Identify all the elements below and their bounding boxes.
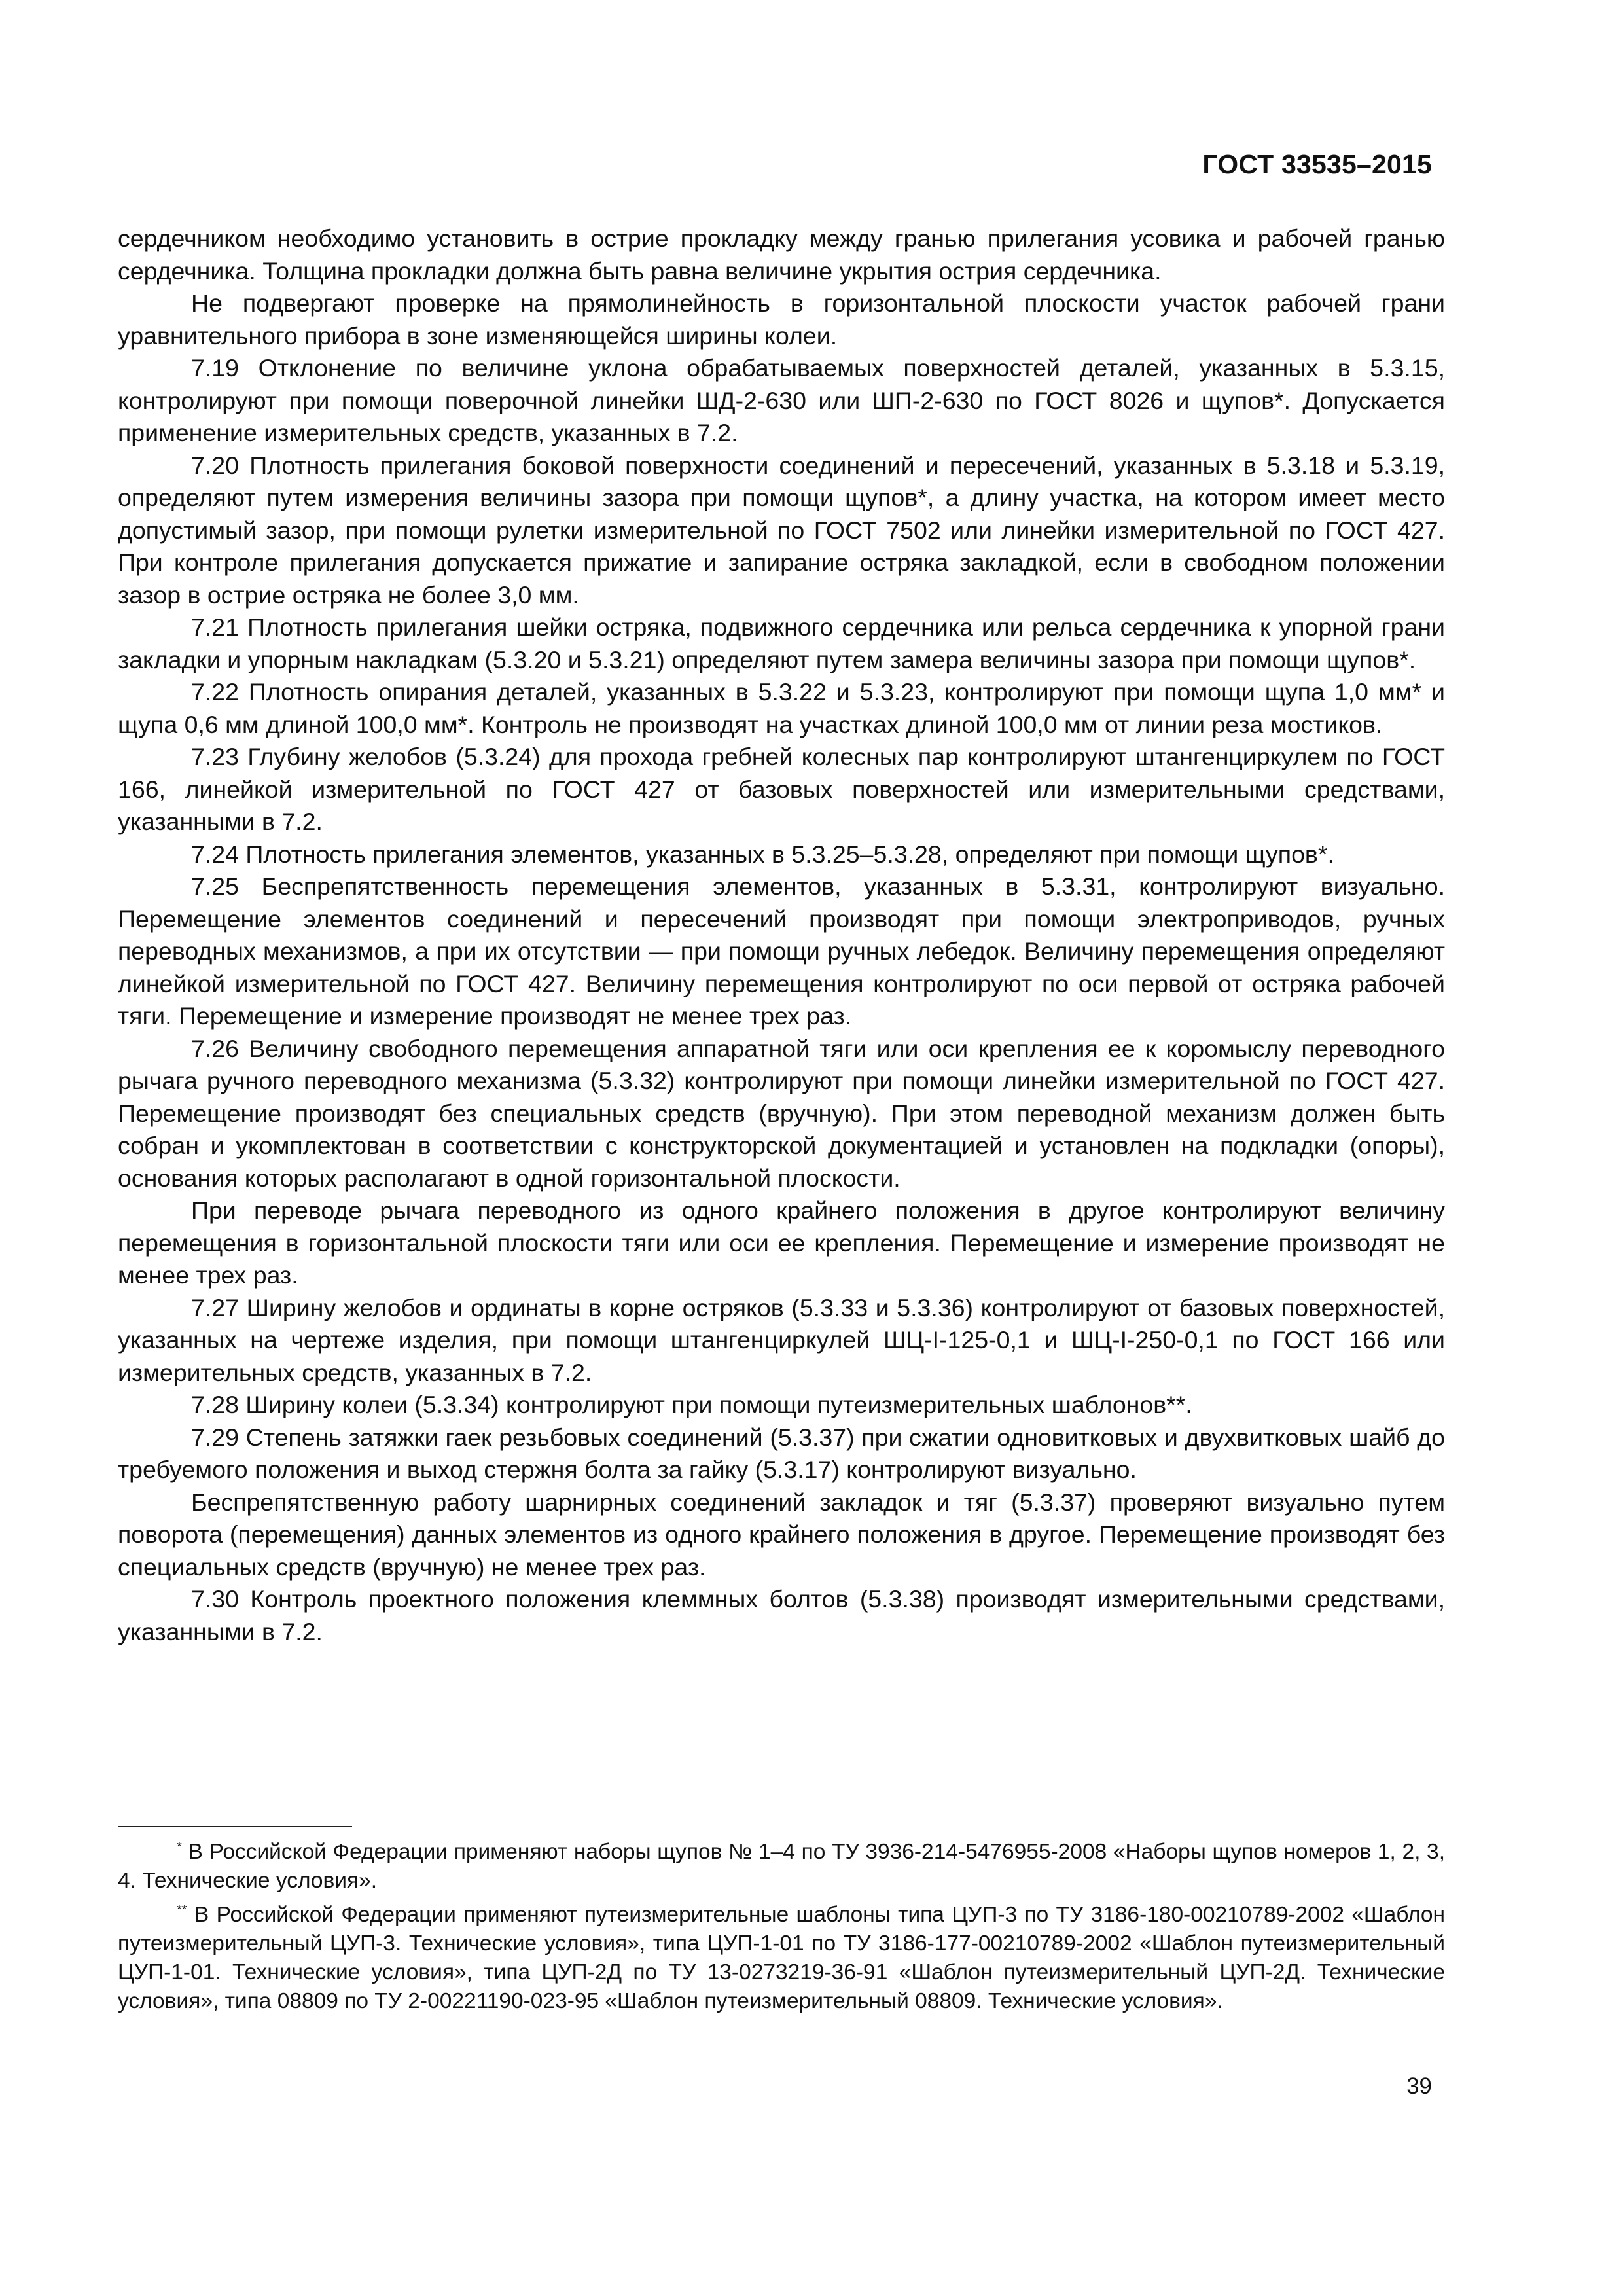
paragraph: 7.26 Величину свободного перемещения аппаратной тяги или оси крепления ее к коромыслу переводного рычага ручного переводного механизма (5.3.32) контролируют при помощи линейки измерительной по ГОСТ 427. Перемещение производят без специальных средств (вручную). При этом переводной механизм должен быть собран и укомплектован в соответствии с конструкторской документацией и установлен на подкладки (опоры), основания которых располагают в одной горизонтальной плоскости. bbox=[118, 1034, 1445, 1192]
paragraph: сердечником необходимо установить в острие прокладку между гранью прилегания усовика и рабочей гранью сердечника. Толщина прокладки должна быть равна величине укрытия острия сердечника. bbox=[118, 224, 1445, 285]
paragraph: Беспрепятственную работу шарнирных соединений закладок и тяг (5.3.37) проверяют визуально путем поворота (перемещения) данных элементов из одного крайнего положения в другое. Перемещение производят без специальных средств (вручную) не менее трех раз. bbox=[118, 1488, 1445, 1581]
standard-header: ГОСТ 33535–2015 bbox=[1202, 149, 1432, 179]
footnote-text: В Российской Федерации применяют путеизмерительные шаблоны типа ЦУП-3 по ТУ 3186-180-00210789-2002 «Шаблон путеизмерительный ЦУП-3. Технические условия», типа ЦУП-1-01 по ТУ 3186-177-00210789-2002 «Шаблон путеизмерительный ЦУП-1-01. Технические условия», типа ЦУП-2Д по ТУ 13-0273219-36-91 «Шаблон путеизмерительный ЦУП-2Д. Технические условия», типа 08809 по ТУ 2-00221190-023-95 «Шаблон путеизмерительный 08809. Технические условия». bbox=[118, 1903, 1445, 2013]
paragraph: Не подвергают проверке на прямолинейность в горизонтальной плоскости участок рабочей грани уравнительного прибора в зоне изменяющейся ширины колеи. bbox=[118, 289, 1445, 350]
paragraph: 7.21 Плотность прилегания шейки остряка, подвижного сердечника или рельса сердечника к упорной грани закладки и упорным накладкам (5.3.20 и 5.3.21) определяют путем замера величины зазора при помощи щупов*. bbox=[118, 613, 1445, 673]
paragraph: 7.24 Плотность прилегания элементов, указанных в 5.3.25–5.3.28, определяют при помощи щупов*. bbox=[191, 840, 1334, 868]
paragraph: При переводе рычага переводного из одного крайнего положения в другое контролируют величину перемещения в горизонтальной плоскости тяги или оси ее крепления. Перемещение и измерение производят не менее трех раз. bbox=[118, 1196, 1445, 1289]
footnote bbox=[118, 1838, 1445, 1895]
footnotes bbox=[118, 1838, 1445, 2021]
paragraph: 7.29 Степень затяжки гаек резьбовых соединений (5.3.37) при сжатии одновитковых и двухвитковых шайб до требуемого положения и выход стержня болта за гайку (5.3.17) контролируют визуально. bbox=[118, 1423, 1445, 1483]
body-text bbox=[118, 223, 1445, 1648]
paragraph: 7.20 Плотность прилегания боковой поверхности соединений и пересечений, указанных в 5.3.18 и 5.3.19, определяют путем измерения величины зазора при помощи щупов*, а длину участка, на котором имеет место допустимый зазор, при помощи рулетки измерительной по ГОСТ 7502 или линейки измерительной по ГОСТ 427. При контроле прилегания допускается прижатие и запирание остряка закладкой, если в свободном положении зазор в острие остряка не более 3,0 мм. bbox=[118, 451, 1445, 609]
paragraph: 7.25 Беспрепятственность перемещения элементов, указанных в 5.3.31, контролируют визуально. Перемещение элементов соединений и пересечений производят при помощи электроприводов, ручных переводных механизмов, а при их отсутствии — при помощи ручных лебедок. Величину перемещения определяют линейкой измерительной по ГОСТ 427. Величину перемещения контролируют по оси первой от остряка рабочей тяги. Перемещение и измерение производят не менее трех раз. bbox=[118, 872, 1445, 1030]
paragraph: 7.27 Ширину желобов и ординаты в корне остряков (5.3.33 и 5.3.36) контролируют от базовых поверхностей, указанных на чертеже изделия, при помощи штангенциркулей ШЦ-I-125-0,1 и ШЦ-I-250-0,1 по ГОСТ 166 или измерительных средств, указанных в 7.2. bbox=[118, 1293, 1445, 1386]
page-number: 39 bbox=[1406, 2073, 1432, 2099]
paragraph: 7.30 Контроль проектного положения клеммных болтов (5.3.38) производят измерительными средствами, указанными в 7.2. bbox=[118, 1585, 1445, 1645]
footnote bbox=[118, 1901, 1445, 2016]
paragraph: 7.19 Отклонение по величине уклона обрабатываемых поверхностей деталей, указанных в 5.3.15, контролируют при помощи поверочной линейки ШД-2-630 или ШП-2-630 по ГОСТ 8026 и щупов*. Допускается применение измерительных средств, указанных в 7.2. bbox=[118, 354, 1445, 446]
paragraph: 7.23 Глубину желобов (5.3.24) для прохода гребней колесных пар контролируют штангенциркулем по ГОСТ 166, линейкой измерительной по ГОСТ 427 от базовых поверхностей или измерительными средствами, указанными в 7.2. bbox=[118, 743, 1445, 835]
footnote-text: В Российской Федерации применяют наборы щупов № 1–4 по ТУ 3936-214-5476955-2008 «Наборы щупов номеров 1, 2, 3, 4. Технические условия». bbox=[118, 1840, 1445, 1893]
paragraph: 7.28 Ширину колеи (5.3.34) контролируют при помощи путеизмерительных шаблонов**. bbox=[191, 1391, 1192, 1418]
footnote-separator bbox=[118, 1826, 352, 1827]
paragraph: 7.22 Плотность опирания деталей, указанных в 5.3.22 и 5.3.23, контролируют при помощи щупа 1,0 мм* и щупа 0,6 мм длиной 100,0 мм*. Контроль не производят на участках длиной 100,0 мм от линии реза мостиков. bbox=[118, 678, 1445, 738]
footnote-mark: * bbox=[177, 1839, 182, 1854]
footnote-mark: ** bbox=[177, 1902, 187, 1917]
